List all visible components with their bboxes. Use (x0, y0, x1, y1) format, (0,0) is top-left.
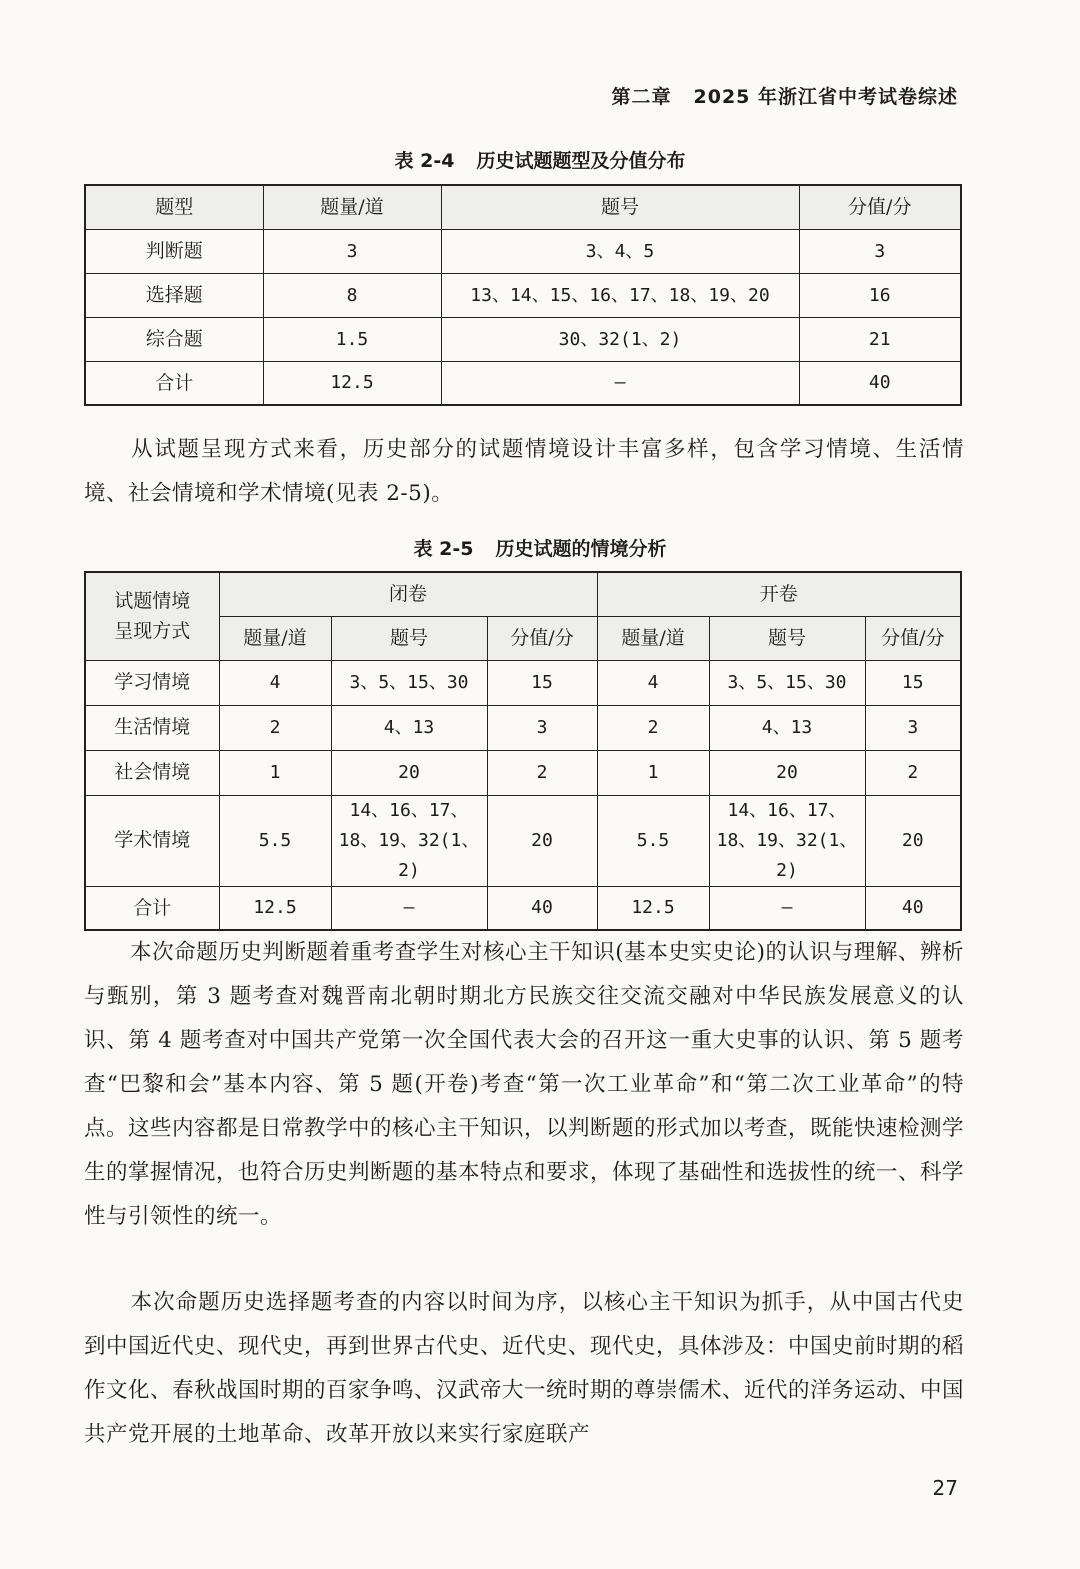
table-2-5-caption (0, 534, 1080, 561)
table-cell: 选择题 (85, 273, 263, 317)
chapter-label: 第二章 (611, 86, 672, 108)
table-cell: 生活情境 (85, 705, 219, 750)
header-cell: 题号 (441, 185, 799, 229)
header-cell: 题号 (331, 616, 487, 660)
paragraph (84, 931, 964, 1239)
table-cell: 12.5 (263, 361, 441, 405)
table-cell: — (441, 361, 799, 405)
table-cell: 2 (865, 750, 961, 795)
table-row (85, 750, 961, 795)
table-cell: 5.5 (597, 795, 709, 886)
table-title: 历史试题题型及分值分布 (476, 150, 686, 172)
cell-line: 14、16、17、 (349, 799, 469, 821)
table-cell: 合计 (85, 886, 219, 930)
table-cell: 16 (799, 273, 961, 317)
paragraph-text: 本次命题历史选择题考查的内容以时间为序，以核心主干知识为抓手，从中国古代史到中国近代史、现代史，再到世界古代史、近代史、现代史，具体涉及：中国史前时期的稻作文化、春秋战国时期的百家争鸣、汉武帝大一统时期的尊崇儒术、近代的洋务运动、中国共产党开展的土地革命、改革开放以来实行家庭联产 (84, 1290, 965, 1447)
table-row (85, 660, 961, 705)
table-group-header-row (85, 572, 961, 616)
table-cell: 4、13 (331, 705, 487, 750)
header-cell: 题号 (709, 616, 865, 660)
cell-line: 18、19、32(1、2) (716, 829, 858, 881)
corner-label: 试题情境 (114, 590, 191, 613)
table-header-row (85, 185, 961, 229)
table-number: 表 2-5 (413, 538, 474, 560)
table-cell: 4、13 (709, 705, 865, 750)
table-cell: 1 (597, 750, 709, 795)
paragraph-text: 从试题呈现方式来看，历史部分的试题情境设计丰富多样，包含学习情境、生活情境、社会情境和学术情境(见表 2-5)。 (84, 437, 964, 506)
table-cell: 21 (799, 317, 961, 361)
group-header-cell: 开卷 (597, 572, 961, 616)
table-cell: 5.5 (219, 795, 331, 886)
table-cell: 4 (219, 660, 331, 705)
table-cell: 1 (219, 750, 331, 795)
paragraph-text: 本次命题历史判断题着重考查学生对核心主干知识(基本史实史论)的认识与理解、辨析与甄别，第 3 题考查对魏晋南北朝时期北方民族交往交流交融对中华民族发展意义的认识、第 4 题考查对中国共产党第一次全国代表大会的召开这一重大史事的认识、第 5 题考查“巴黎和会”基本内容、第 5 题(开卷)考查“第一次工业革命”和“第二次工业革命”的特点。这些内容都是日常教学中的核心主干知识，以判断题的形式加以考查，既能快速检测学生的掌握情况，也符合历史判断题的基本特点和要求，体现了基础性和选拔性的统一、科学性与引领性的统一。 (84, 940, 965, 1229)
cell-line: 14、16、17、 (727, 799, 847, 821)
table-row (85, 317, 961, 361)
table-cell: 13、14、15、16、17、18、19、20 (441, 273, 799, 317)
table-cell: 40 (487, 886, 597, 930)
table-2-4-caption (0, 146, 1080, 173)
table-2-4 (84, 184, 962, 406)
header-cell: 题型 (85, 185, 263, 229)
paragraph (84, 428, 964, 516)
table-cell: 3、5、15、30 (709, 660, 865, 705)
table-cell: 15 (865, 660, 961, 705)
table-cell: 15 (487, 660, 597, 705)
chapter-title: 2025 年浙江省中考试卷综述 (693, 86, 958, 108)
table-row (85, 886, 961, 930)
corner-label: 呈现方式 (114, 620, 191, 643)
table-cell: 3 (799, 229, 961, 273)
table-row (85, 361, 961, 405)
table-cell: 40 (799, 361, 961, 405)
header-cell: 分值/分 (487, 616, 597, 660)
table-cell: 3 (263, 229, 441, 273)
header-cell: 题量/道 (263, 185, 441, 229)
table-cell: 3 (487, 705, 597, 750)
table-cell: 30、32(1、2) (441, 317, 799, 361)
table-cell: 12.5 (597, 886, 709, 930)
running-header (611, 82, 958, 109)
table-cell: 社会情境 (85, 750, 219, 795)
cell-line: 18、19、32(1、2) (338, 829, 480, 881)
table-cell: 学术情境 (85, 795, 219, 886)
table-number: 表 2-4 (394, 150, 455, 172)
table-cell (709, 795, 865, 886)
table-row (85, 705, 961, 750)
table-cell: 2 (487, 750, 597, 795)
table-cell: 2 (597, 705, 709, 750)
header-cell: 题量/道 (597, 616, 709, 660)
table-cell: 8 (263, 273, 441, 317)
table-cell: 20 (487, 795, 597, 886)
corner-header-cell (85, 572, 219, 660)
table-cell: 判断题 (85, 229, 263, 273)
table-cell (331, 795, 487, 886)
table-cell: 学习情境 (85, 660, 219, 705)
table-cell: 12.5 (219, 886, 331, 930)
table-row (85, 273, 961, 317)
table-row (85, 229, 961, 273)
table-row (85, 795, 961, 886)
header-cell: 题量/道 (219, 616, 331, 660)
table-cell: 综合题 (85, 317, 263, 361)
table-cell: 20 (331, 750, 487, 795)
table-cell: 1.5 (263, 317, 441, 361)
table-cell: 3 (865, 705, 961, 750)
table-cell: 合计 (85, 361, 263, 405)
table-cell: 40 (865, 886, 961, 930)
table-2-5 (84, 571, 962, 931)
table-cell: 2 (219, 705, 331, 750)
table-cell: — (709, 886, 865, 930)
table-cell: 4 (597, 660, 709, 705)
page-number: 27 (932, 1476, 958, 1500)
table-cell: 20 (865, 795, 961, 886)
group-header-cell: 闭卷 (219, 572, 597, 616)
header-cell: 分值/分 (799, 185, 961, 229)
table-cell: 20 (709, 750, 865, 795)
header-cell: 分值/分 (865, 616, 961, 660)
paragraph (84, 1281, 964, 1457)
table-cell: 3、5、15、30 (331, 660, 487, 705)
table-title: 历史试题的情境分析 (495, 538, 667, 560)
table-cell: — (331, 886, 487, 930)
table-cell: 3、4、5 (441, 229, 799, 273)
